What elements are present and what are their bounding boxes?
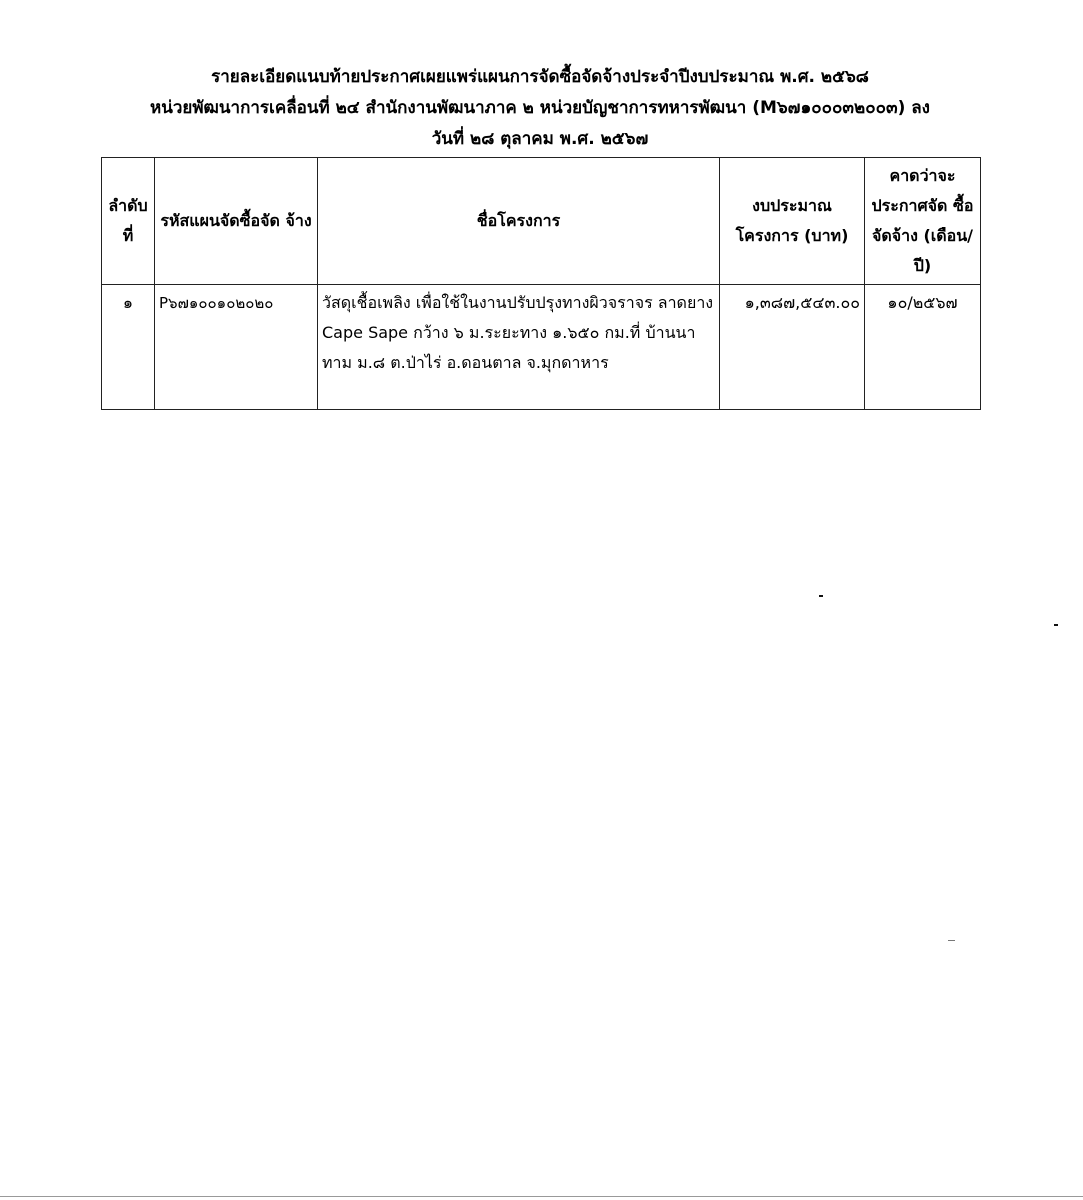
procurement-plan-table	[101, 157, 981, 410]
column-header-no: ลำดับ ที่	[102, 158, 155, 285]
scan-speck	[948, 940, 955, 941]
header-line-1: รายละเอียดแนบท้ายประกาศเผยแพร่แผนการจัดซื้อจัดจ้างประจำปีงบประมาณ พ.ศ. ๒๕๖๘	[211, 67, 869, 87]
column-header-expected-announce: คาดว่าจะ ประกาศจัด ซื้อจัดจ้าง (เดือน/ปี)	[865, 158, 981, 285]
table-header-row	[102, 158, 981, 285]
column-header-plan-code: รหัสแผนจัดซื้อจัด จ้าง	[155, 158, 318, 285]
cell-expected-announce: ๑๐/๒๕๖๗	[865, 285, 981, 410]
cell-budget: ๑,๓๘๗,๕๔๓.๐๐	[720, 285, 865, 410]
column-header-project-name: ชื่อโครงการ	[318, 158, 720, 285]
cell-plan-code: P๖๗๑๐๐๑๐๒๐๒๐	[155, 285, 318, 410]
header-line-2: หน่วยพัฒนาการเคลื่อนที่ ๒๔ สำนักงานพัฒนาภาค ๒ หน่วยบัญชาการทหารพัฒนา (M๖๗๑๐๐๐๓๒๐๐๓) ลง	[150, 98, 930, 118]
scan-speck	[1054, 624, 1058, 626]
cell-no: ๑	[102, 285, 155, 410]
cell-project-name: วัสดุเชื้อเพลิง เพื่อใช้ในงานปรับปรุงทางผิวจราจร ลาดยาง Cape Sape กว้าง ๖ ม.ระยะทาง ๑.๖๕๐ กม.ที่ บ้านนาทาม ม.๘ ต.ป่าไร่ อ.ดอนตาล จ.มุกดาหาร	[318, 285, 720, 410]
column-header-budget: งบประมาณ โครงการ (บาท)	[720, 158, 865, 285]
scan-edge-line	[0, 1196, 1083, 1197]
header-line-3: วันที่ ๒๘ ตุลาคม พ.ศ. ๒๕๖๗	[431, 129, 649, 149]
scan-speck	[819, 595, 823, 597]
table-row	[102, 285, 981, 410]
document-header	[90, 62, 990, 155]
